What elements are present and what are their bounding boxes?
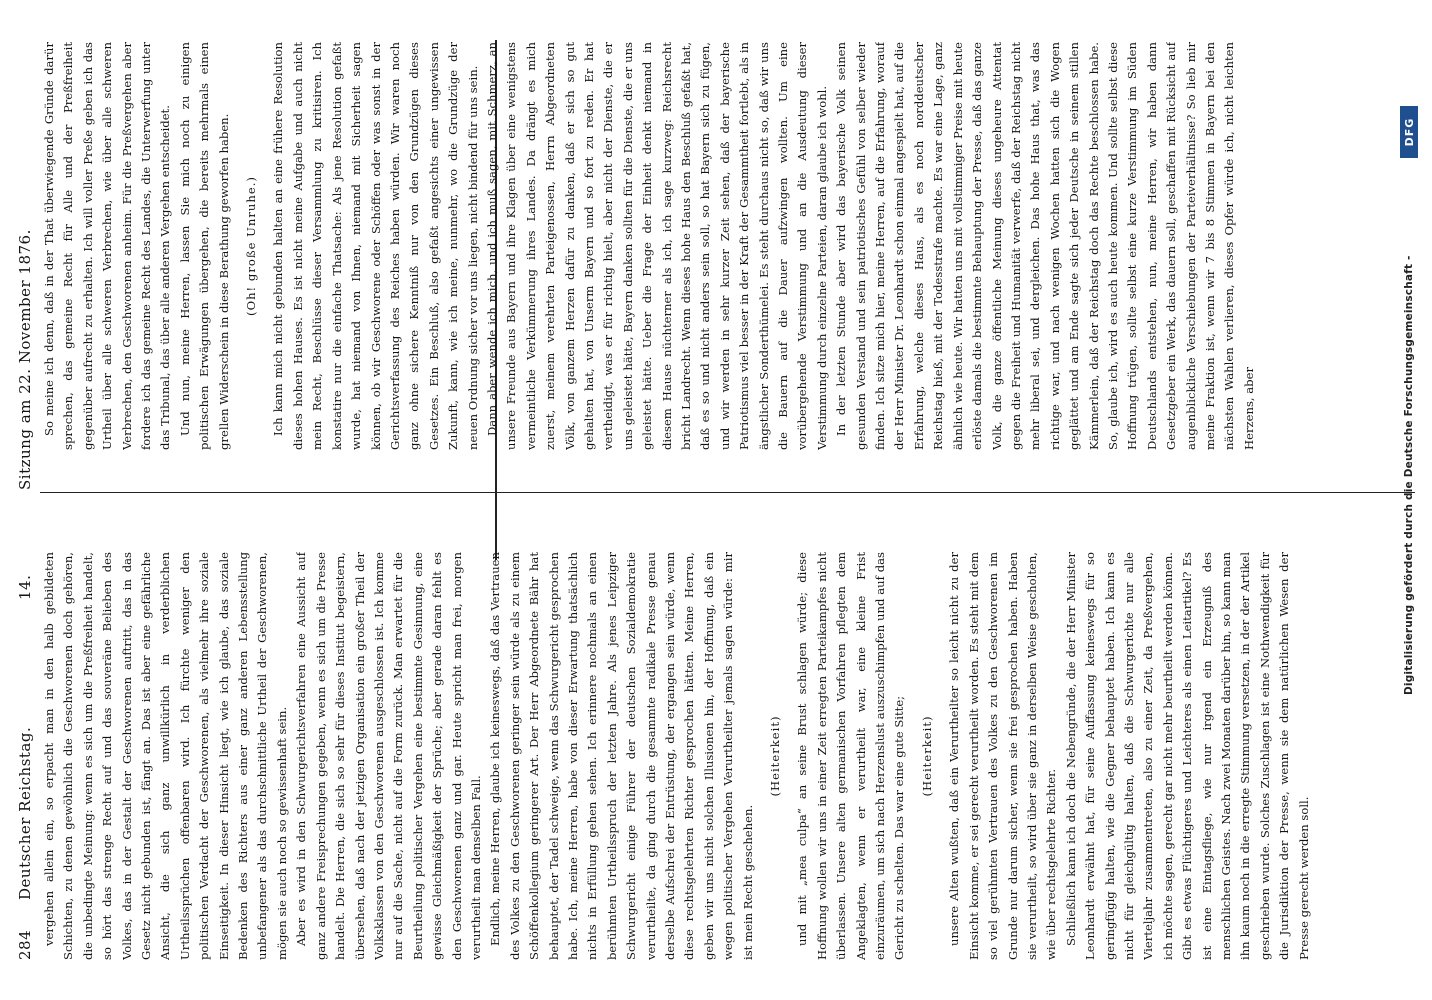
paragraph: unsere Alten wußten, daß ein Verurtheilter so leicht nicht zu der Einsicht komme, er sei gerecht verurtheilt worden. Es steht mit dem so viel gerühmten Vertrauen des Volkes zu den Geschworenen im Grunde nur darum sicher, wenn sie frei gesprochen haben. Haben sie verurtheilt, so wird über sie ganz in derselben Weise gescholten, wie über rechtsgelehrte Richter. xyxy=(947,552,1059,960)
paragraph: (Oh! große Unruhe.) xyxy=(244,176,259,316)
paragraph: vergehen allein ein, so erpacht man in den halb gebildeten Schichten, zu denen gewöhnlich die Geschworenen doch gehören, die unbedingte Meinung: wenn es sich um die Preßfreiheit handelt, so hört das strenge Recht auf und das souveräne Belieben des Volkes, das in der Gestalt der Geschworenen auftritt, das in das Gesetz nicht gebunden ist, fängt an. Das ist aber eine gefährliche Ansicht, die sich ganz unwillkürlich in verderblichen Urtheilssprüchen offenbaren wird. Ich fürchte weniger den politischen Verdacht der Geschworenen, als vielmehr ihre soziale Einseitigkeit. In dieser Hinsicht liegt, wie ich glaube, das soziale Bedenken des Richters aus einer ganz anderen Lebensstellung unbefangener als das durchschnittliche Urtheil der Geschworenen, mögen sie auch noch so gewissenhaft sein. xyxy=(42,552,289,960)
paragraph: So meine ich denn, daß in der That überwiegende Gründe darür sprechen, das gemeine Recht für Alle und der Preßfreiheit gegenüber aufrecht zu erhalten. Ich will voller Preße geben ich das Urtheil über alle schweren Verbrechen, wie über alle schweren Verbrechen, den Geschworenen anheim. Für die Preßvergehen aber fordere ich das gemeine Recht des Landes, die Unterwerfung unter das Tribunal, das über alle anderen Vergehen entscheidet. xyxy=(42,42,173,450)
column-divider xyxy=(40,492,1415,493)
paragraph: Dann aber wende ich mich, und ich muß sagen, mit Schmerz, an unsere Freunde aus Bayern und ihre Klagen über eine wenigstens vermeintliche Verkümmerung ihres Landes. Da drängt es mich zuerst, meinem verehrten Parteigenossen, Herrn Abgeordneten Völk, von ganzem Herzen dafür zu danken, daß er sich so gut gehalten hat, von Unserm Bayern und so fort zu reden. Er hat vertheidigt, was er für richtig hielt, aber nicht der Dienste, die er uns geleistet hätte, Bayern danken sollten für die Dienste, die er uns geleistet hätte. Ueber die Frage der Einheit denkt niemand in diesem Hause nüchterner als ich, ich sage kurzweg: Reichsrecht bricht Landrecht. Wenn dieses hohe Haus den Beschluß gefaßt hat, daß es so und nicht anders sein soll, so hat Bayern sich zu fügen, und wir werden in sehr kurzer Zeit sehen, daß der bayerische Patriotismus viel besser in der Kraft der Gesammtheit fortlebt, als in ängstlicher Sonderthümelei. Es steht durchaus nicht so, daß wir uns die Bauern auf die Dauer aufzwingen wollten. Um eine vorübergehende Verstimmung und an die Ausdeutung dieser Verstimmung durch einzelne Parteien, daran glaube ich wohl. xyxy=(484,42,829,450)
session-date: Sitzung am 22. November 1876. xyxy=(16,229,34,490)
right-column xyxy=(40,42,1300,450)
digitization-footer xyxy=(1385,0,1425,1000)
left-column xyxy=(40,552,1432,960)
paragraph: Endlich, meine Herren, glaube ich keineswegs, daß das Vertrauen des Volkes zu den Geschworenen geringer sein würde als zu einem Schöffenkollegium geringerer Art. Der Herr Abgeordnete Bähr hat behauptet, der Tadel schweige, wenn das Schwurgericht gesprochen habe. Ich, meine Herren, habe von dieser Erwartung thatsächlich nichts in Erfüllung gehen sehen. Ich erinnere nochmals an einen berühmten Urtheilsspruch der letzten Jahre. Als jenes Leipziger Schwurgericht einige Führer der deutschen Sozialdemokratie verurtheilte, da ging durch die gesammte radikale Presse genau derselbe Aufschrei der Entrüstung, der ergangen sein würde, wenn diese rechtsgelehrten Richter gesprochen hätten. Meine Herren, geben wir uns nicht solchen Illusionen hin, der Hoffnung, daß ein wegen politischer Vergehen Verurtheilter jemals sagen würde: mir ist mein Recht geschehen. xyxy=(488,552,755,960)
paragraph: und mit „mea culpa“ an seine Brust schlagen würde; diese Hoffnung wollen wir uns in einer Zeit erregten Parteikampfes nicht überlassen. Unsere alten germanischen Vorfahren pflegten dem Angeklagten, wenn er verurtheilt war, eine kleine Frist einzuräumen, um sich nach Herzenslust auszuschimpfen und auf das Gericht zu schelten. Das war eine gute Sitte; xyxy=(795,552,907,960)
page-number: 284 xyxy=(16,929,34,960)
page-header xyxy=(10,25,40,960)
session-number: 14. xyxy=(16,574,34,600)
credit-line: Digitalisierung gefördert durch die Deutsche Forschungsgemeinschaft - xyxy=(1403,255,1415,695)
paragraph: (Heiterkeit) xyxy=(919,715,934,797)
paragraph: Schließlich kann ich doch die Nebengründe, die der Herr Minister Leonhardt erwähnt hat, für seine Auffassung keineswegs für so geringfügig halten, wie die Gegner behauptet haben. Ich kann es nicht für gleichgültig halten, daß die Schwurgerichte nur alle Vierteljahr zusammentreten, also zu einer Zeit, da Preßvergehen, ich möchte sagen, gerecht gar nicht mehr beurtheilt werden können. Gibt es etwas Flüchtigeres und Leichteres als einen Leitartikel? Es ist eine Eintagsfliege, wie nur irgend ein Erzeugniß des menschlichen Geistes. Nach zwei Monaten darüber hin, so kann man ihn kaum noch in die erregte Stimmung versetzen, in der der Artikel geschrieben wurde. Solches Zuschlagen ist eine Nothwendigkeit für die Jurisdiktion der Presse, wenn sie dem natürlichen Wesen der Presse gerecht werden soll. xyxy=(1063,552,1311,960)
dfg-logo: DFG xyxy=(1400,106,1418,158)
header-title: Deutscher Reichstag. xyxy=(16,726,34,900)
paragraph: (Heiterkeit) xyxy=(768,715,783,797)
paragraph: Aber es wird in den Schwurgerichtsverfahren eine Aussicht auf ganz andere Freisprechungen gegeben, wenn es sich um die Presse handelt. Die Herren, die sich so sehr für dieses Institut begeistern, übersehen, daß nach der jetzigen Organisation ein großer Theil der Volksklassen von den Geschworenen ausgeschlossen ist. Ich komme nur auf die Sache, nicht auf die Form zurück. Man erwartet für die Beurtheilung politischer Vergehen eine bestimmte Gesinnung, eine gewisse Gleichmäßigkeit der Sprüche; aber gerade daran fehlt es den Geschworenen ganz und gar. Heute spricht man frei, morgen verurtheilt man denselben Fall. xyxy=(294,552,483,960)
paragraph: Und nun, meine Herren, lassen Sie mich noch zu einigen politischen Erwägungen übergehen, die bereits mehrmals einen grellen Widerschein in diese Berathung geworfen haben. xyxy=(177,42,231,450)
paragraph: In der letzten Stunde aber wird das bayerische Volk seinen gesunden Verstand und sein patriotisches Gefühl von selber wieder finden. Ich sitze mich hier, meine Herren, auf die Erfahrung, worauf der Herr Minister Dr. Leonhardt schon einmal angespielt hat, auf die Erfahrung, welche dieses Haus, als es noch norddeutscher Reichstag hieß, mit der Todesstrafe machte. Es war eine Lage, ganz ähnlich wie heute. Wir hatten uns mit vollstimmiger Preise mit heute erlöste damals die bestimmte Behauptung der Presse, daß das ganze Volk, die ganze öffentliche Meinung dieses ungeheure Attentat gegen die Freiheit und Humanität verwerfe, daß der Reichstag nicht mehr liberal sei, und dergleichen. Das hohe Haus that, was das richtige war, und nach wenigen Wochen hatten sich die Wogen geglättet und am Ende sagte sich jeder Deutsche in seinem stillen Kämmerlein, daß der Reichstag doch das Rechte beschlossen habe. So, glaube ich, wird es auch heute kommen. Und sollte selbst diese Hoffnung trügen, sollte selbst eine kurze Verstimmung im Süden Deutschlands entstehen, nun, meine Herren, wir haben dann Gesetzgeber ein Werk, das dauern soll, geschaffen mit Rücksicht auf augenblickliche Verschiebungen der Parteiverhältnisse? So lieb mir meine Fraktion ist, wenn wir 7 bis 8 Stimmen in Bayern bei den nächsten Wahlen verlieren, dieses Opfer würde ich, nicht leichten Herzens, aber xyxy=(834,42,1256,450)
paragraph: Ich kann mich nicht gebunden halten an eine frühere Resolution dieses hohen Hauses. Es ist nicht meine Aufgabe und auch nicht mein Recht, Beschlüsse dieser Versammlung zu kritisiren. Ich konstatire nur die einfache Thatsache: Als jene Resolution gefaßt wurde, hat niemand von Ihnen, niemand mit Sicherheit sagen können, ob wir Geschworene oder Schöffen oder was sonst in der Gerichtsverfassung des Reiches haben würden. Wir waren noch ganz ohne sichere Kenntniß nur von den Grundzügen dieses Gesetzes. Ein Beschluß, also gefaßt angesichts einer ungewissen Zukunft, kann, wie ich meine, nunmehr, wo die Grundzüge der neuen Ordnung sicher vor uns liegen, nicht bindend für uns sein. xyxy=(271,42,480,450)
